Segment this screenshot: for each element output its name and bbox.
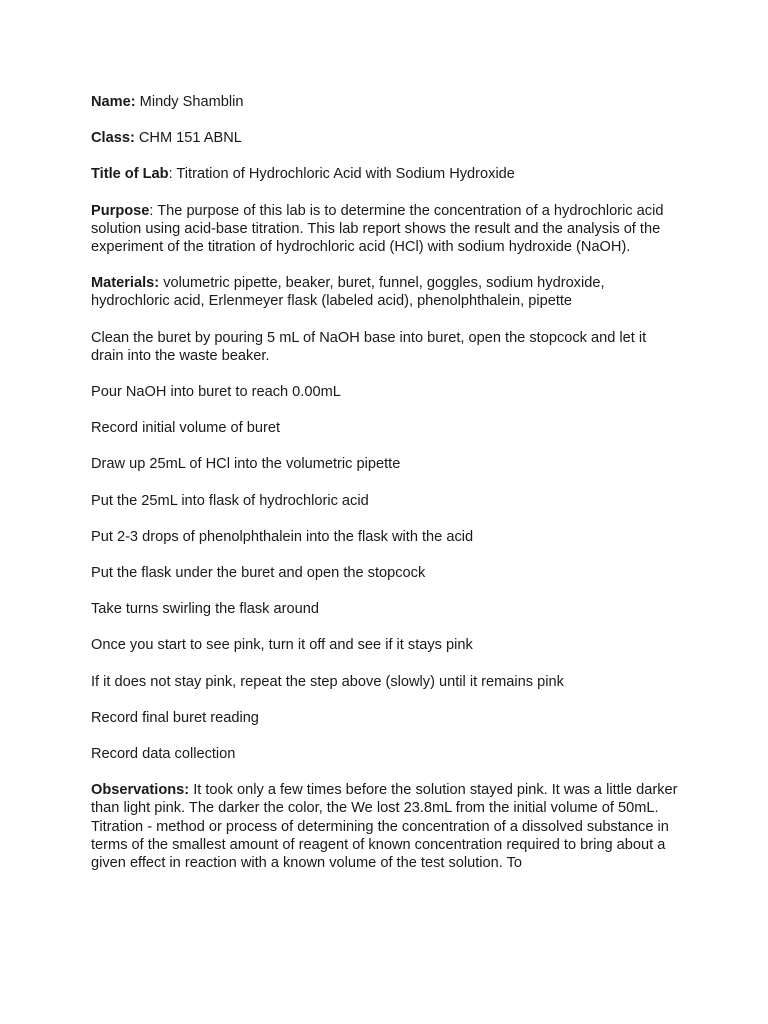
observations-text: It took only a few times before the solution stayed pink. It was a little darker than light pink. The darker the color, the We lost 23.8mL from the initial volume of 50mL. Titration - method or process of determining the concentration of a dissolved substance in terms of the smallest amount of reagent of known concentration required to bring about a given effect in reaction with a known volume of the test solution. To xyxy=(91,782,678,872)
name-value: Mindy Shamblin xyxy=(135,94,244,110)
class-label: Class: xyxy=(91,130,135,147)
class-value: CHM 151 ABNL xyxy=(134,130,242,147)
class-line xyxy=(91,129,681,147)
procedure-step: Record data collection xyxy=(91,746,236,763)
materials-paragraph xyxy=(91,274,681,310)
procedure-step: Clean the buret by pouring 5 mL of NaOH base into buret, open the stopcock and let it drain into the waste beaker. xyxy=(91,329,647,364)
purpose-paragraph xyxy=(91,202,681,257)
observations-label: Observations: xyxy=(91,782,190,799)
lab-title-line xyxy=(91,165,681,183)
document-body xyxy=(91,93,681,890)
procedure-step: Put the flask under the buret and open the stopcock xyxy=(91,565,426,582)
lab-title-label: Title of Lab xyxy=(91,166,169,183)
procedure-step: Draw up 25mL of HCl into the volumetric pipette xyxy=(91,456,401,473)
procedure-step: Take turns swirling the flask around xyxy=(91,601,319,618)
procedure-step: Record initial volume of buret xyxy=(91,420,280,437)
lab-title-value: : Titration of Hydrochloric Acid with Sodium Hydroxide xyxy=(168,166,515,183)
name-label: Name: xyxy=(91,94,136,110)
purpose-text: : The purpose of this lab is to determine the concentration of a hydrochloric acid solution using acid-base titration. This lab report shows the result and the analysis of the experiment of the titration of hydrochloric acid (HCl) with sodium hydroxide (NaOH). xyxy=(91,202,664,256)
name-line xyxy=(91,93,681,111)
observations-paragraph xyxy=(91,781,681,872)
materials-label: Materials: xyxy=(91,275,160,292)
procedure-step: Pour NaOH into buret to reach 0.00mL xyxy=(91,384,341,401)
procedure-step: Record final buret reading xyxy=(91,709,259,726)
procedure-step: Put the 25mL into flask of hydrochloric acid xyxy=(91,492,369,509)
materials-text: volumetric pipette, beaker, buret, funnel, goggles, sodium hydroxide, hydrochloric acid, Erlenmeyer flask (labeled acid), phenolphthalein, pipette xyxy=(91,275,605,310)
procedure-step: If it does not stay pink, repeat the step above (slowly) until it remains pink xyxy=(91,673,564,690)
procedure-step: Once you start to see pink, turn it off and see if it stays pink xyxy=(91,637,473,654)
procedure-step: Put 2-3 drops of phenolphthalein into the flask with the acid xyxy=(91,528,474,545)
purpose-label: Purpose xyxy=(91,202,150,219)
